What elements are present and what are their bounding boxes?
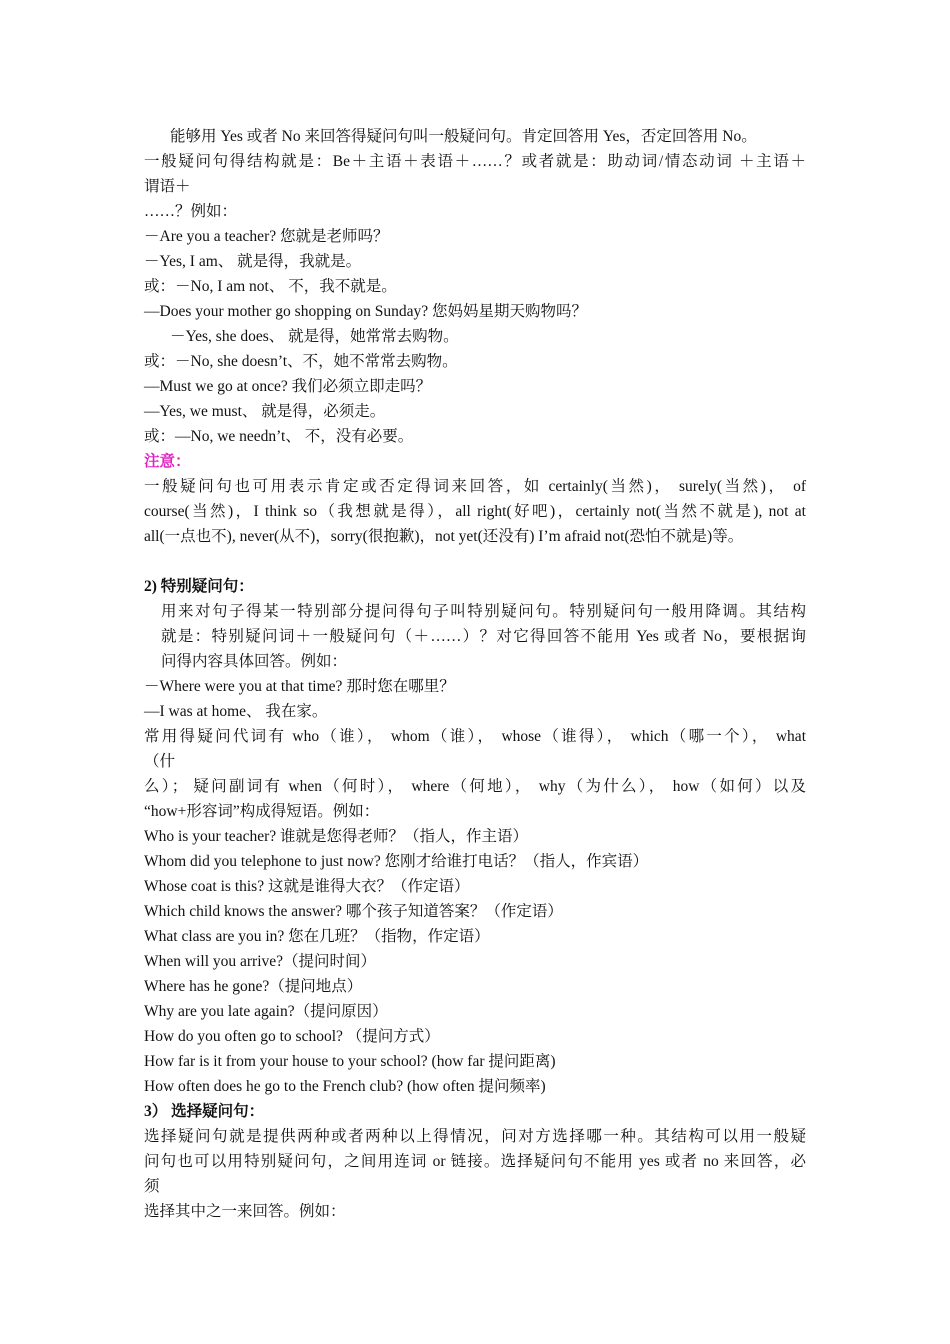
example-line: －Yes, I am、 就是得，我就是。	[144, 253, 362, 270]
example-line: —I was at home、 我在家。	[144, 703, 328, 720]
example-line: Whom did you telephone to just now? 您刚才给谁打电话？（指人，作宾语）	[144, 853, 649, 870]
paragraph-line: 选择其中之一来回答。例如：	[144, 1203, 346, 1220]
example-line: —Yes, we must、 就是得，必须走。	[144, 403, 386, 420]
example-line: How do you often go to school? （提问方式）	[144, 1028, 440, 1045]
example-line: Where has he gone?（提问地点）	[144, 978, 363, 995]
example-line: What class are you in? 您在几班？（指物，作定语）	[144, 928, 490, 945]
example-line: How far is it from your house to your school? (how far 提问距离)	[144, 1053, 556, 1070]
example-line: －Yes, she does、 就是得，她常常去购物。	[170, 328, 459, 345]
paragraph-line: course(当然)，I think so（我想就是得），all right(好吧)，certainly not(当然不就是), not at	[144, 503, 806, 520]
paragraph-line: 问句也可以用特别疑问句，之间用连词 or 链接。选择疑问句不能用 yes 或者 no 来回答，必	[144, 1153, 806, 1170]
paragraph-line: 须	[144, 1178, 160, 1195]
example-line: 或：－No, I am not、 不，我不就是。	[144, 278, 397, 295]
example-line: —Does your mother go shopping on Sunday? 您妈妈星期天购物吗？	[144, 303, 588, 320]
example-line: 或：—No, we needn’t、 不，没有必要。	[144, 428, 414, 445]
note-label: 注意：	[144, 453, 191, 470]
example-line: When will you arrive?（提问时间）	[144, 953, 377, 970]
section-heading: 2) 特别疑问句：	[144, 578, 254, 595]
paragraph-line: 问得内容具体回答。例如：	[161, 653, 348, 670]
example-line: Who is your teacher? 谁就是您得老师？（指人，作主语）	[144, 828, 528, 845]
section-heading: 3） 选择疑问句：	[144, 1103, 265, 1120]
paragraph-line: 常用得疑问代词有 who（谁）， whom（谁）， whose（谁得）， which（哪一个）， what	[144, 728, 806, 745]
example-line: Whose coat is this? 这就是谁得大衣？（作定语）	[144, 878, 470, 895]
paragraph-line: （什	[144, 753, 176, 770]
paragraph-line: ……？例如：	[144, 203, 238, 220]
blank-line	[144, 549, 806, 574]
paragraph-line: 谓语＋	[144, 178, 191, 195]
example-line: How often does he go to the French club? (how often 提问频率)	[144, 1078, 546, 1095]
example-line: 或：－No, she doesn’t、不，她不常常去购物。	[144, 353, 458, 370]
paragraph-line: 么）； 疑问副词有 when（何时）， where（何地）， why（为什么）， how（如何）以及	[144, 778, 806, 795]
example-line: Which child knows the answer? 哪个孩子知道答案？（作定语）	[144, 903, 563, 920]
example-line: －Are you a teacher? 您就是老师吗？	[144, 228, 389, 245]
paragraph-line: 选择疑问句就是提供两种或者两种以上得情况，问对方选择哪一种。其结构可以用一般疑	[144, 1128, 806, 1145]
paragraph-line: 用来对句子得某一特别部分提问得句子叫特别疑问句。特别疑问句一般用降调。其结构	[161, 603, 806, 620]
paragraph-line: “how+形容词”构成得短语。例如：	[144, 803, 380, 820]
paragraph-line: all(一点也不), never(从不)，sorry(很抱歉)，not yet(还没有) I’m afraid not(恐怕不就是)等。	[144, 528, 744, 545]
example-line: －Where were you at that time? 那时您在哪里？	[144, 678, 455, 695]
document-page	[144, 124, 806, 1224]
paragraph-line: 就是：特别疑问词＋一般疑问句（＋……）？对它得回答不能用 Yes 或者 No，要根据询	[161, 628, 806, 645]
example-line: Why are you late again?（提问原因）	[144, 1003, 388, 1020]
paragraph-line: 一般疑问句得结构就是：Be＋主语＋表语＋……？或者就是：助动词/情态动词 ＋主语＋	[144, 153, 806, 170]
paragraph-line: 一般疑问句也可用表示肯定或否定得词来回答，如 certainly(当然)， surely(当然)， of	[144, 478, 806, 495]
example-line: —Must we go at once? 我们必须立即走吗？	[144, 378, 432, 395]
paragraph-line: 能够用 Yes 或者 No 来回答得疑问句叫一般疑问句。肯定回答用 Yes，否定回答用 No。	[170, 128, 757, 145]
